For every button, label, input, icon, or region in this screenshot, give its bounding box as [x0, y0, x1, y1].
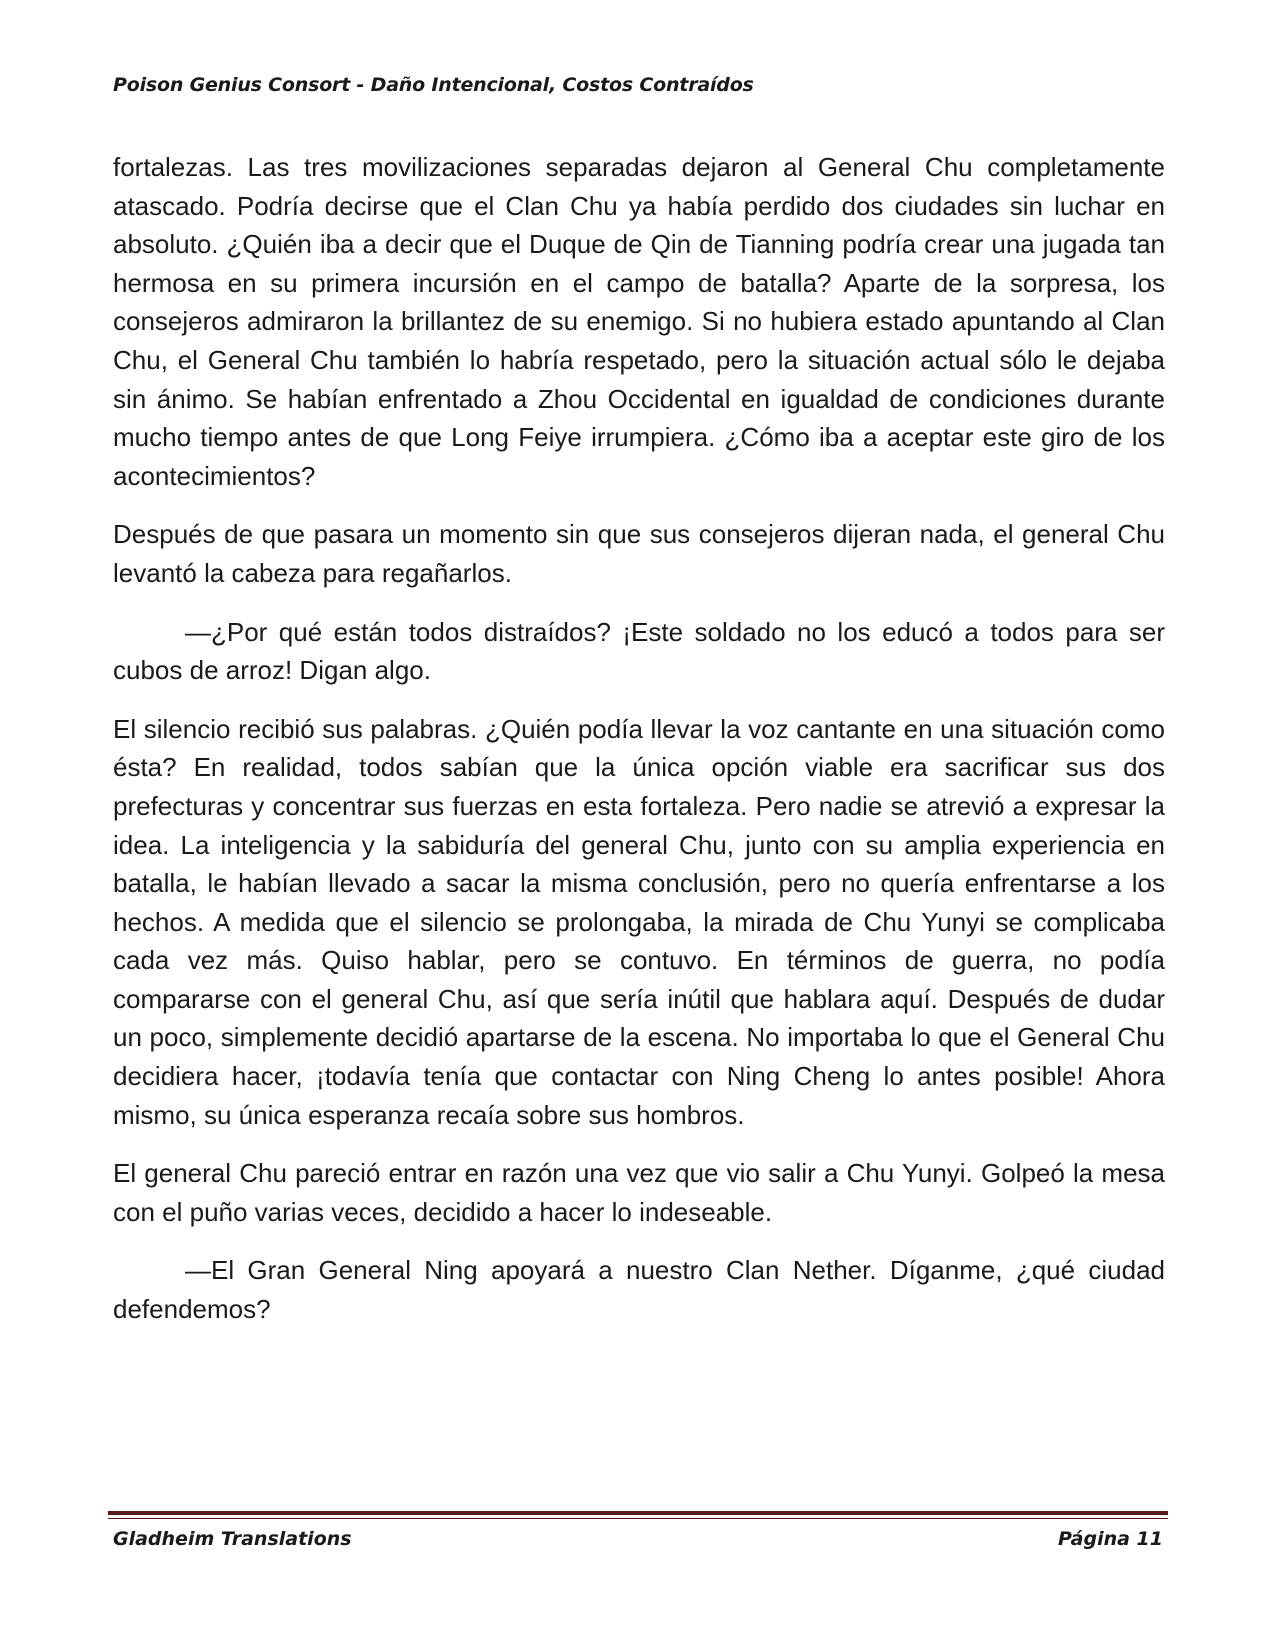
footer-divider-thin [108, 1518, 1168, 1519]
footer-page-number: Página 11 [1057, 1528, 1163, 1550]
footer-divider [108, 1511, 1168, 1515]
dialogue-paragraph: —¿Por qué están todos distraídos? ¡Este soldado no los educó a todos para ser cubos de arroz! Digan algo. [113, 616, 1165, 686]
dialogue-paragraph: —El Gran General Ning apoyará a nuestro Clan Nether. Díganme, ¿qué ciudad defendemos? [113, 1255, 1165, 1325]
paragraph: fortalezas. Las tres movilizaciones separadas dejaron al General Chu completamente atascado. Podría decirse que el Clan Chu ya había perdido dos ciudades sin luchar en absoluto. ¿Quién iba a decir que el Duque de Qin de Tianning podría crear una jugada tan hermosa en su primera incursión en el campo de batalla? Aparte de la sorpresa, los consejeros admiraron la brillantez de su enemigo. Si no hubiera estado apuntando al Clan Chu, el General Chu también lo habría respetado, pero la situación actual sólo le dejaba sin ánimo. Se habían enfrentado a Zhou Occidental en igualdad de condiciones durante mucho tiempo antes de que Long Feiye irrumpiera. ¿Cómo iba a aceptar este giro de los acontecimientos? [113, 152, 1165, 491]
footer-translator: Gladheim Translations [113, 1528, 352, 1550]
paragraph: Después de que pasara un momento sin que sus consejeros dijeran nada, el general Chu levantó la cabeza para regañarlos. [113, 519, 1165, 588]
paragraph: El silencio recibió sus palabras. ¿Quién podía llevar la voz cantante en una situación como ésta? En realidad, todos sabían que la única opción viable era sacrificar sus dos prefecturas y concentrar sus fuerzas en esta fortaleza. Pero nadie se atrevió a expresar la idea. La inteligencia y la sabiduría del general Chu, junto con su amplia experiencia en batalla, le habían llevado a sacar la misma conclusión, pero no quería enfrentarse a los hechos. A medida que el silencio se prolongaba, la mirada de Chu Yunyi se complicaba cada vez más. Quiso hablar, pero se contuvo. En términos de guerra, no podía compararse con el general Chu, así que sería inútil que hablara aquí. Después de dudar un poco, simplemente decidió apartarse de la escena. No importaba lo que el General Chu decidiera hacer, ¡todavía tenía que contactar con Ning Cheng lo antes posible! Ahora mismo, su única esperanza recaía sobre sus hombros. [113, 713, 1165, 1130]
page-header-title: Poison Genius Consort - Daño Intencional, Costos Contraídos [113, 74, 754, 96]
paragraph: El general Chu pareció entrar en razón una vez que vio salir a Chu Yunyi. Golpeó la mesa con el puño varias veces, decidido a hacer lo indeseable. [113, 1158, 1165, 1227]
body-text [113, 148, 1165, 1349]
